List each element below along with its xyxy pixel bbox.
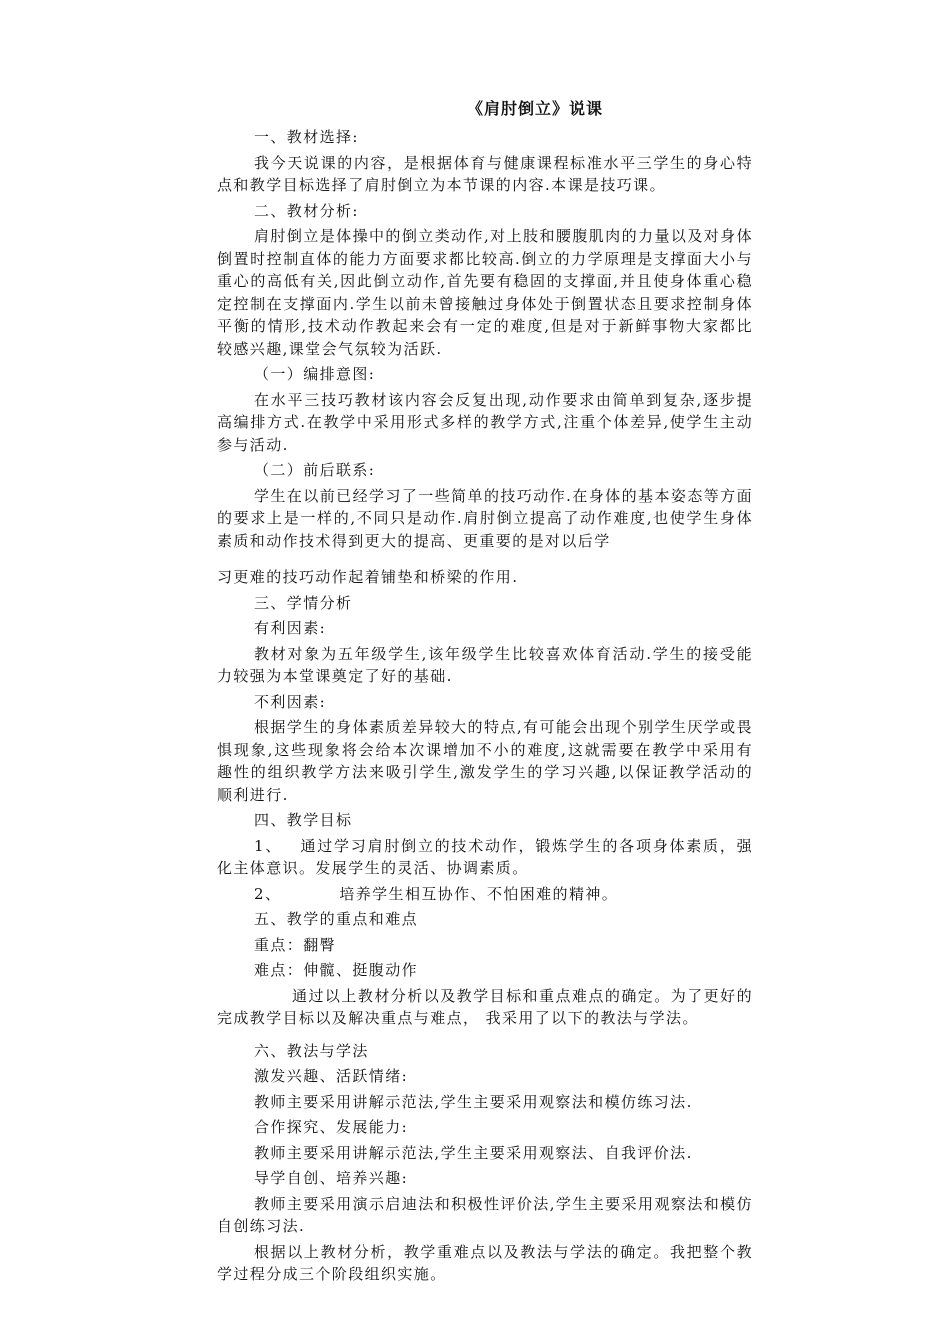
subheading: 激发兴趣、活跃情绪:: [254, 1067, 409, 1085]
document-title: 《肩肘倒立》说课: [466, 99, 603, 118]
paragraph: 教师主要采用讲解示范法,学生主要采用观察法、自我评价法.: [254, 1143, 693, 1162]
paragraph: 肩肘倒立是体操中的倒立类动作,对上肢和腰腹肌肉的力量以及对身体倒置时控制直体的能力方面要求都比较高.倒立的力学原理是支撑面大小与重心的高低有关,因此倒立动作,首先要有稳固的支撑面,并且使身体重心稳定控制在支撑面内.学生以前未曾接触过身体处于倒置状态且要求控制身体平衡的情形,技术动作教起来会有一定的难度,但是对于新鲜事物大家都比较感兴趣,课堂会气氛较为活跃.: [217, 227, 753, 358]
section-heading: 三、学情分析: [254, 593, 353, 612]
section-heading: 二、教材分析:: [254, 201, 359, 220]
goal-text: 培养学生相互协作、不怕困难的精神。: [339, 884, 619, 903]
subheading: 合作探究、发展能力:: [254, 1118, 409, 1136]
subheading: 导学自创、培养兴趣:: [254, 1169, 409, 1187]
difficult-point: 难点：伸髋、挺腹动作: [254, 961, 419, 979]
goal-number: 1、: [254, 836, 283, 855]
paragraph: 学生在以前已经学习了一些简单的技巧动作.在身体的基本姿态等方面的要求上是一样的,不同只是动作.肩肘倒立提高了动作难度,也使学生身体素质和动作技术得到更大的提高、更重要的是对以后学: [217, 486, 753, 550]
document-page: [217, 98, 753, 1286]
subsection-heading: （二）前后联系:: [254, 461, 376, 479]
subsection-heading: （一）编排意图:: [254, 365, 376, 383]
paragraph: 教师主要采用讲解示范法,学生主要采用观察法和模仿练习法.: [254, 1092, 693, 1111]
section-heading: 五、教学的重点和难点: [254, 910, 419, 928]
section-heading: 六、教法与学法: [254, 1041, 369, 1060]
paragraph: 通过以上教材分析以及教学目标和重点难点的确定。为了更好的完成教学目标以及解决重点与难点， 我采用了以下的教法与学法。: [217, 986, 753, 1027]
paragraph: 根据以上教材分析，教学重难点以及教法与学法的确定。我把整个教学过程分成三个阶段组织实施。: [217, 1242, 753, 1283]
goal-item-2: [217, 883, 753, 906]
paragraph-continued: 习更难的技巧动作起着铺垫和桥梁的作用.: [217, 568, 519, 586]
paragraph: 在水平三技巧教材该内容会反复出现,动作要求由简单到复杂,逐步提高编排方式.在教学中采用形式多样的教学方式,注重个体差异,使学生主动参与活动.: [217, 390, 753, 454]
section-heading: 四、教学目标: [254, 811, 353, 829]
goal-item-1: [217, 835, 753, 880]
goal-text: 通过学习肩肘倒立的技术动作，锻炼学生的各项身体素质，强化主体意识。发展学生的灵活、协调素质。: [217, 836, 753, 877]
section-heading: 一、教材选择:: [254, 128, 359, 146]
paragraph: 我今天说课的内容，是根据体育与健康课程标准水平三学生的身心特点和教学目标选择了肩肘倒立为本节课的内容.本课是技巧课。: [217, 153, 753, 194]
paragraph: 教材对象为五年级学生,该年级学生比较喜欢体育活动.学生的接受能力较强为本堂课奠定了好的基础.: [217, 644, 753, 685]
goal-number: 2、: [254, 884, 282, 903]
subheading: 不利因素:: [254, 692, 327, 711]
paragraph: 教师主要采用演示启迪法和积极性评价法,学生主要采用观察法和模仿自创练习法.: [217, 1194, 753, 1235]
paragraph: 根据学生的身体素质差异较大的特点,有可能会出现个别学生厌学或畏惧现象,这些现象将会给本次课增加不小的难度,这就需要在教学中采用有趣性的组织教学方法来吸引学生,激发学生的学习兴趣,以保证教学活动的顺利进行.: [217, 718, 753, 804]
subheading: 有利因素:: [254, 619, 327, 637]
key-point: 重点：翻臀: [254, 935, 337, 954]
